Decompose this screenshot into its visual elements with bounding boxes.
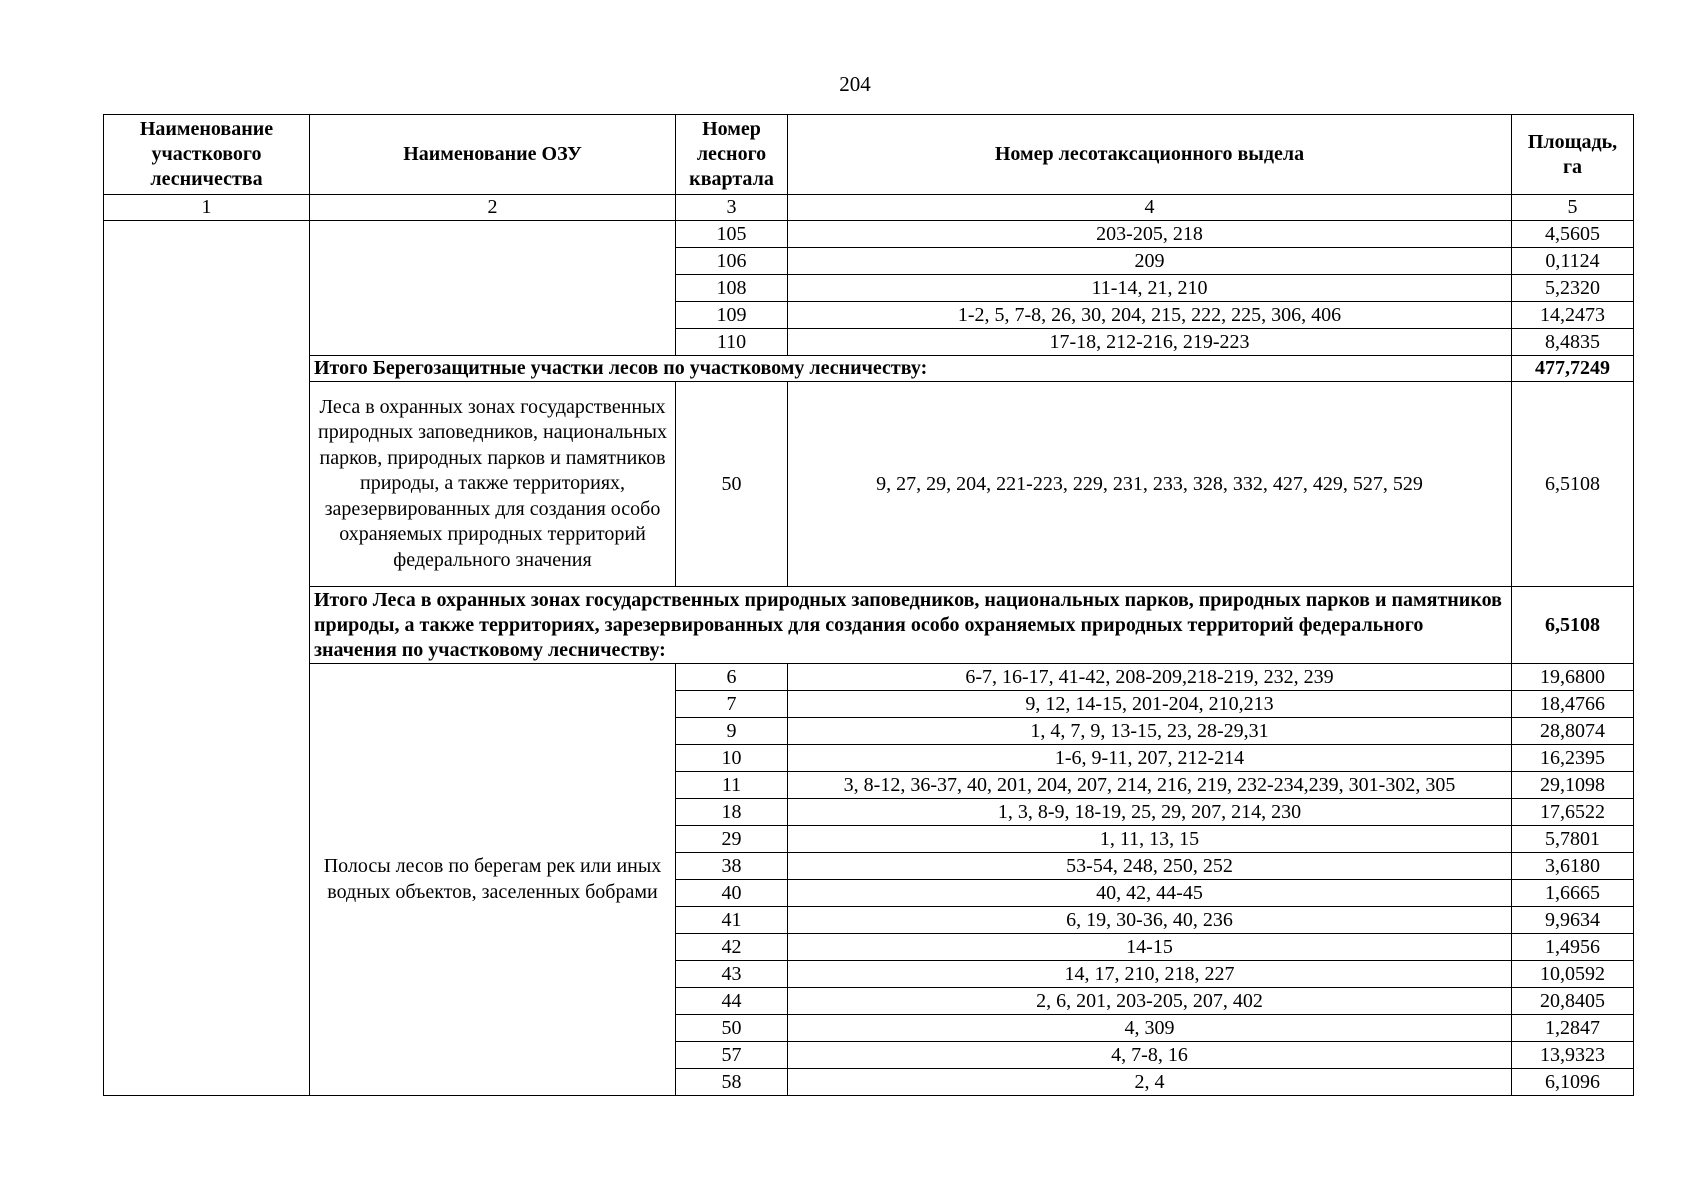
area-cell: 14,2473 — [1512, 302, 1634, 329]
area-cell: 18,4766 — [1512, 691, 1634, 718]
area-cell: 19,6800 — [1512, 664, 1634, 691]
quarter-cell: 57 — [676, 1042, 788, 1069]
total-label: Итого Берегозащитные участки лесов по участковому лесничеству: — [310, 356, 1512, 382]
quarter-cell: 18 — [676, 799, 788, 826]
quarter-cell: 44 — [676, 988, 788, 1015]
quarter-cell: 9 — [676, 718, 788, 745]
plots-cell: 9, 12, 14-15, 201-204, 210,213 — [788, 691, 1512, 718]
area-cell: 16,2395 — [1512, 745, 1634, 772]
total-row — [104, 356, 1634, 382]
header-area: Площадь, га — [1512, 115, 1634, 195]
table-row — [104, 221, 1634, 248]
total-label: Итого Леса в охранных зонах государственных природных заповедников, национальных парков, природных парков и памятников природы, а также территориях, зарезервированных для создания особо охраняемых природных территорий федерального значения по участковому лесничеству: — [310, 587, 1512, 664]
forestry-cell — [104, 221, 310, 1096]
area-cell: 29,1098 — [1512, 772, 1634, 799]
column-number: 2 — [310, 195, 676, 221]
plots-cell: 6-7, 16-17, 41-42, 208-209,218-219, 232, 239 — [788, 664, 1512, 691]
area-cell: 10,0592 — [1512, 961, 1634, 988]
quarter-cell: 6 — [676, 664, 788, 691]
quarter-cell: 106 — [676, 248, 788, 275]
area-cell: 5,2320 — [1512, 275, 1634, 302]
quarter-cell: 42 — [676, 934, 788, 961]
quarter-cell: 7 — [676, 691, 788, 718]
plots-cell: 203-205, 218 — [788, 221, 1512, 248]
plots-cell: 1-2, 5, 7-8, 26, 30, 204, 215, 222, 225, 306, 406 — [788, 302, 1512, 329]
area-cell: 3,6180 — [1512, 853, 1634, 880]
plots-cell: 9, 27, 29, 204, 221-223, 229, 231, 233, 328, 332, 427, 429, 527, 529 — [788, 382, 1512, 587]
area-cell: 1,4956 — [1512, 934, 1634, 961]
total-row — [104, 587, 1634, 664]
area-cell: 6,5108 — [1512, 382, 1634, 587]
header-forestry: Наименование участкового лесничества — [104, 115, 310, 195]
forest-areas-table — [103, 114, 1634, 1096]
total-area: 477,7249 — [1512, 356, 1634, 382]
area-cell: 6,1096 — [1512, 1069, 1634, 1096]
plots-cell: 2, 4 — [788, 1069, 1512, 1096]
plots-cell: 4, 309 — [788, 1015, 1512, 1042]
area-cell: 1,6665 — [1512, 880, 1634, 907]
quarter-cell: 50 — [676, 1015, 788, 1042]
page-number: 204 — [839, 72, 871, 96]
quarter-cell: 58 — [676, 1069, 788, 1096]
area-cell: 28,8074 — [1512, 718, 1634, 745]
plots-cell: 40, 42, 44-45 — [788, 880, 1512, 907]
header-ozu: Наименование ОЗУ — [310, 115, 676, 195]
area-cell: 5,7801 — [1512, 826, 1634, 853]
plots-cell: 3, 8-12, 36-37, 40, 201, 204, 207, 214, 216, 219, 232-234,239, 301-302, 305 — [788, 772, 1512, 799]
plots-cell: 1, 4, 7, 9, 13-15, 23, 28-29,31 — [788, 718, 1512, 745]
table-row — [104, 664, 1634, 691]
plots-cell: 14, 17, 210, 218, 227 — [788, 961, 1512, 988]
column-number: 5 — [1512, 195, 1634, 221]
area-cell: 9,9634 — [1512, 907, 1634, 934]
quarter-cell: 10 — [676, 745, 788, 772]
column-number: 4 — [788, 195, 1512, 221]
plots-cell: 1, 11, 13, 15 — [788, 826, 1512, 853]
ozu-category: Полосы лесов по берегам рек или иных водных объектов, заселенных бобрами — [310, 664, 676, 1096]
quarter-cell: 109 — [676, 302, 788, 329]
plots-cell: 209 — [788, 248, 1512, 275]
quarter-cell: 38 — [676, 853, 788, 880]
plots-cell: 17-18, 212-216, 219-223 — [788, 329, 1512, 356]
quarter-cell: 50 — [676, 382, 788, 587]
plots-cell: 11-14, 21, 210 — [788, 275, 1512, 302]
quarter-cell: 105 — [676, 221, 788, 248]
area-cell: 4,5605 — [1512, 221, 1634, 248]
plots-cell: 1, 3, 8-9, 18-19, 25, 29, 207, 214, 230 — [788, 799, 1512, 826]
quarter-cell: 40 — [676, 880, 788, 907]
area-cell: 8,4835 — [1512, 329, 1634, 356]
area-cell: 17,6522 — [1512, 799, 1634, 826]
table-row — [104, 382, 1634, 587]
plots-cell: 2, 6, 201, 203-205, 207, 402 — [788, 988, 1512, 1015]
plots-cell: 53-54, 248, 250, 252 — [788, 853, 1512, 880]
plots-cell: 1-6, 9-11, 207, 212-214 — [788, 745, 1512, 772]
ozu-cell — [310, 221, 676, 356]
plots-cell: 14-15 — [788, 934, 1512, 961]
total-area: 6,5108 — [1512, 587, 1634, 664]
header-row — [104, 115, 1634, 195]
column-number: 1 — [104, 195, 310, 221]
plots-cell: 6, 19, 30-36, 40, 236 — [788, 907, 1512, 934]
area-cell: 20,8405 — [1512, 988, 1634, 1015]
area-cell: 0,1124 — [1512, 248, 1634, 275]
quarter-cell: 29 — [676, 826, 788, 853]
column-number-row — [104, 195, 1634, 221]
quarter-cell: 43 — [676, 961, 788, 988]
area-cell: 13,9323 — [1512, 1042, 1634, 1069]
quarter-cell: 110 — [676, 329, 788, 356]
ozu-category: Леса в охранных зонах государственных природных заповедников, национальных парков, природных парков и памятников природы, а также территориях, зарезервированных для создания особо охраняемых природных территорий федерального значения — [310, 382, 676, 587]
header-plots: Номер лесотаксационного выдела — [788, 115, 1512, 195]
quarter-cell: 41 — [676, 907, 788, 934]
quarter-cell: 108 — [676, 275, 788, 302]
area-cell: 1,2847 — [1512, 1015, 1634, 1042]
quarter-cell: 11 — [676, 772, 788, 799]
plots-cell: 4, 7-8, 16 — [788, 1042, 1512, 1069]
column-number: 3 — [676, 195, 788, 221]
header-quarter: Номер лесного квартала — [676, 115, 788, 195]
